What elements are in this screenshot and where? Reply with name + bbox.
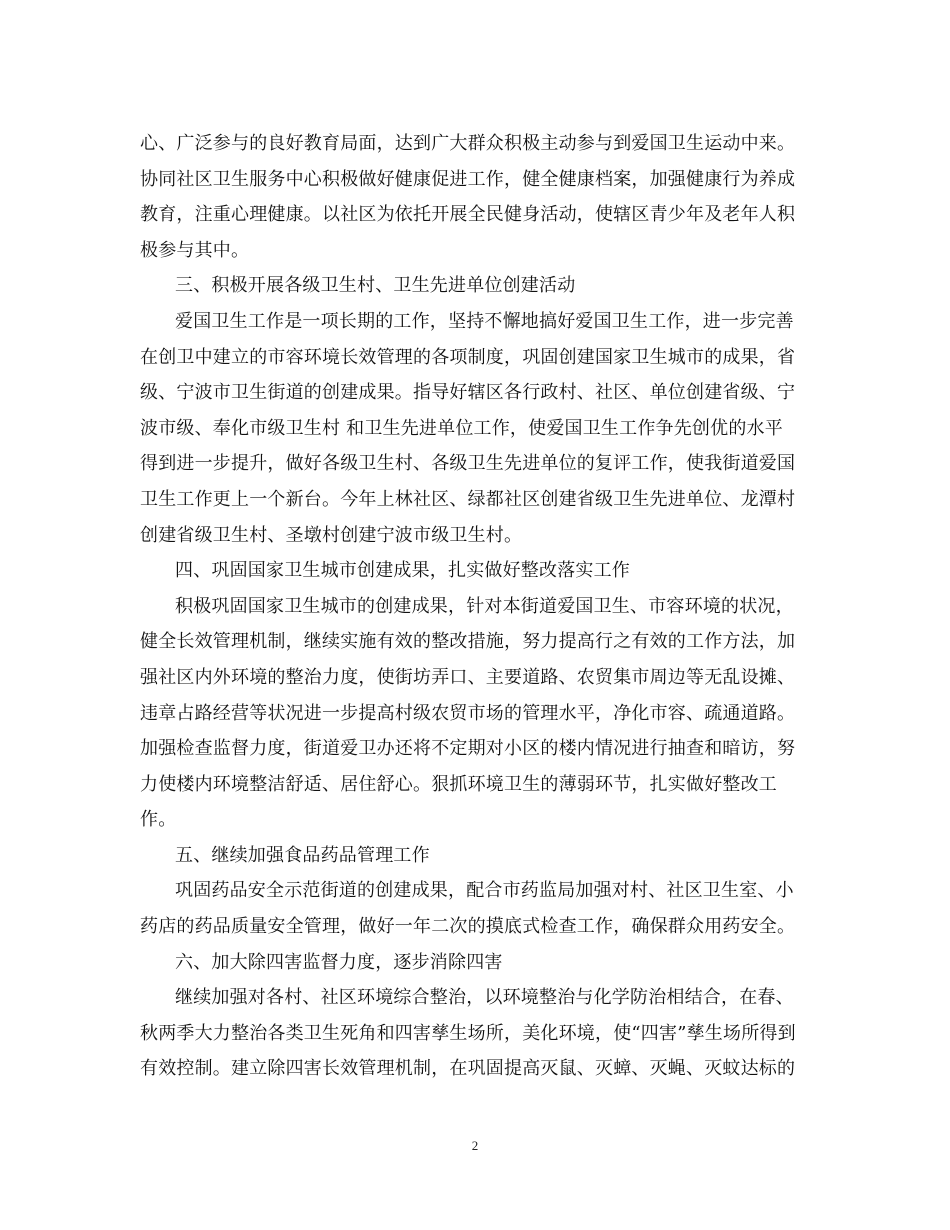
body-text [140, 126, 812, 1087]
text-line: 加强检查监督力度，街道爱卫办还将不定期对小区的楼内情况进行抽查和暗访，努 [140, 738, 796, 760]
text-line: 药店的药品质量安全管理，做好一年二次的摸底式检查工作，确保群众用药安全。 [140, 916, 796, 938]
section-heading: 五、继续加强食品药品管理工作 [175, 844, 430, 866]
section-heading: 三、积极开展各级卫生村、卫生先进单位创建活动 [175, 275, 576, 297]
text-line: 波市级、奉化市级卫生村 和卫生先进单位工作，使爱国卫生工作争先创优的水平 [140, 417, 783, 439]
text-line: 积极巩固国家卫生城市的创建成果，针对本街道爱国卫生、市容环境的状况， [175, 595, 794, 617]
section-heading: 四、巩固国家卫生城市创建成果，扎实做好整改落实工作 [175, 560, 630, 582]
text-line: 巩固药品安全示范街道的创建成果，配合市药监局加强对村、社区卫生室、小 [175, 880, 794, 902]
text-line: 健全长效管理机制，继续实施有效的整改措施，努力提高行之有效的工作方法，加 [140, 631, 796, 653]
text-line: 教育，注重心理健康。以社区为依托开展全民健身活动，使辖区青少年及老年人积 [140, 204, 796, 226]
text-line: 协同社区卫生服务中心积极做好健康促进工作，健全健康档案，加强健康行为养成 [140, 168, 796, 190]
text-line: 极参与其中。 [140, 239, 250, 261]
text-line: 在创卫中建立的市容环境长效管理的各项制度，巩固创建国家卫生城市的成果，省 [140, 346, 796, 368]
text-line: 级、宁波市卫生街道的创建成果。指导好辖区各行政村、社区、单位创建省级、宁 [140, 382, 796, 404]
text-line: 爱国卫生工作是一项长期的工作，坚持不懈地搞好爱国卫生工作，进一步完善 [175, 310, 794, 332]
section-heading: 六、加大除四害监督力度，逐步消除四害 [175, 951, 503, 973]
page-number: 2 [471, 1138, 479, 1153]
text-line: 创建省级卫生村、圣墩村创建宁波市级卫生村。 [140, 524, 523, 546]
text-line: 有效控制。建立除四害长效管理机制，在巩固提高灭鼠、灭蟑、灭蝇、灭蚊达标的 [140, 1058, 796, 1080]
text-line: 秋两季大力整治各类卫生死角和四害孳生场所，美化环境，使“四害”孳生场所得到 [140, 1022, 796, 1044]
text-line: 继续加强对各村、社区环境综合整治，以环境整治与化学防治相结合，在春、 [175, 987, 794, 1009]
text-line: 强社区内外环境的整治力度，使街坊弄口、主要道路、农贸集市周边等无乱设摊、 [140, 666, 796, 688]
text-line: 作。 [140, 809, 177, 831]
text-line: 心、广泛参与的良好教育局面，达到广大群众积极主动参与到爱国卫生运动中来。 [140, 133, 796, 154]
text-line: 力使楼内环境整洁舒适、居住舒心。狠抓环境卫生的薄弱环节，扎实做好整改工 [140, 773, 777, 795]
text-line: 卫生工作更上一个新台。今年上林社区、绿都社区创建省级卫生先进单位、龙潭村 [140, 488, 796, 510]
text-line: 得到进一步提升，做好各级卫生村、各级卫生先进单位的复评工作，使我街道爱国 [140, 453, 796, 475]
text-line: 违章占路经营等状况进一步提高村级农贸市场的管理水平，净化市容、疏通道路。 [140, 702, 796, 724]
